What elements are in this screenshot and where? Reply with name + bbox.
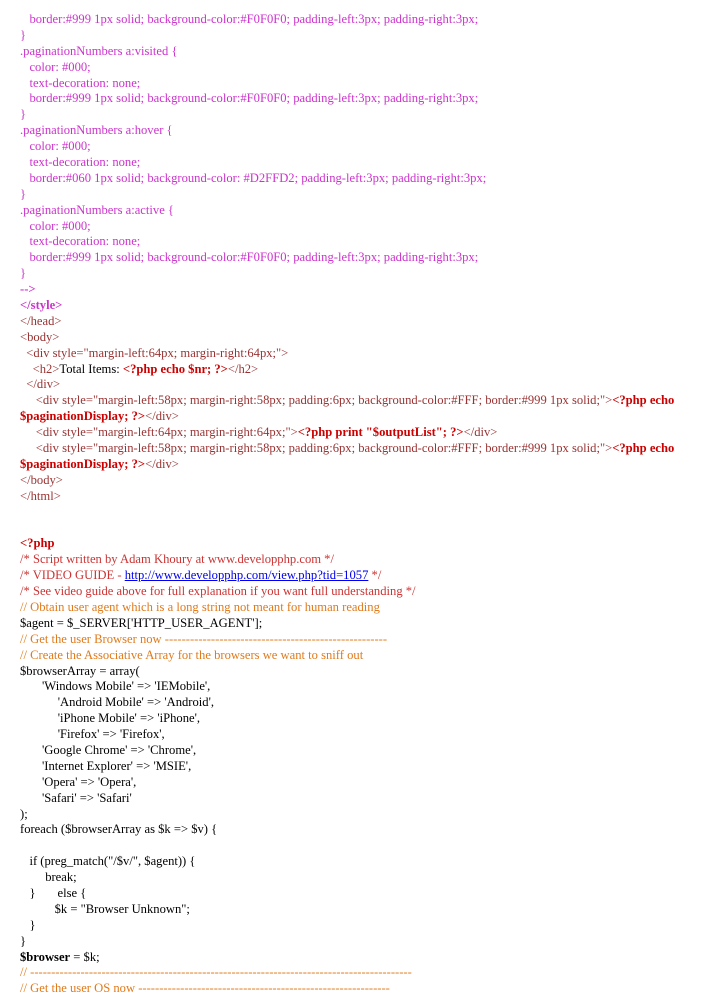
code-line xyxy=(20,505,720,521)
code-segment: /* See video guide above for full explanation if you want full understanding */ xyxy=(20,584,416,599)
code-line xyxy=(20,219,720,235)
code-line xyxy=(20,266,720,282)
code-segment: 'Android Mobile' => 'Android', xyxy=(20,695,214,710)
code-segment: 'Internet Explorer' => 'MSIE', xyxy=(20,758,192,773)
code-line xyxy=(20,981,720,997)
code-line xyxy=(20,12,720,28)
code-segment: } else { xyxy=(20,885,87,900)
code-segment: <div style="margin-left:64px; margin-right:64px;"> xyxy=(20,425,298,440)
code-segment: $k = "Browser Unknown"; xyxy=(20,901,190,916)
code-segment: <?php echo xyxy=(612,441,675,456)
code-line xyxy=(20,664,720,680)
code-line xyxy=(20,123,720,139)
code-line xyxy=(20,91,720,107)
code-segment: --> xyxy=(20,282,36,297)
video-guide-link[interactable]: http://www.developphp.com/view.php?tid=1057 xyxy=(124,568,369,583)
code-segment: </head> xyxy=(20,313,62,328)
code-line xyxy=(20,425,720,441)
code-line xyxy=(20,568,720,584)
code-segment: $paginationDisplay; ?> xyxy=(20,456,146,471)
code-segment: color: #000; xyxy=(20,218,91,233)
code-segment: } xyxy=(20,933,27,948)
code-segment: */ xyxy=(368,568,382,583)
code-segment: Total Items: xyxy=(59,361,123,376)
code-segment: // ------------------------------------------------------------------------------------------- xyxy=(20,965,412,980)
code-line xyxy=(20,107,720,123)
code-segment: } xyxy=(20,917,36,932)
code-line xyxy=(20,711,720,727)
code-line xyxy=(20,203,720,219)
code-segment: } xyxy=(20,27,27,42)
code-line xyxy=(20,950,720,966)
code-line xyxy=(20,60,720,76)
code-segment: </div> xyxy=(20,377,61,392)
code-line xyxy=(20,743,720,759)
code-line xyxy=(20,775,720,791)
code-segment: // Obtain user agent which is a long string not meant for human reading xyxy=(20,599,380,614)
code-segment: text-decoration: none; xyxy=(20,155,141,170)
code-segment: 'Google Chrome' => 'Chrome', xyxy=(20,742,197,757)
code-segment: .paginationNumbers a:active { xyxy=(20,202,174,217)
code-line xyxy=(20,489,720,505)
code-segment: 'Firefox' => 'Firefox', xyxy=(20,727,165,742)
code-line xyxy=(20,536,720,552)
code-segment: </h2> xyxy=(227,361,259,376)
code-line xyxy=(20,918,720,934)
code-line xyxy=(20,965,720,981)
code-segment: $paginationDisplay; ?> xyxy=(20,409,146,424)
code-segment: </div> xyxy=(463,425,498,440)
code-line xyxy=(20,441,720,457)
code-segment: foreach ($browserArray as $k => $v) { xyxy=(20,822,218,837)
code-line xyxy=(20,886,720,902)
code-segment: // Create the Associative Array for the browsers we want to sniff out xyxy=(20,647,364,662)
code-line xyxy=(20,870,720,886)
code-segment: ); xyxy=(20,806,28,821)
code-line xyxy=(20,346,720,362)
code-line xyxy=(20,155,720,171)
code-segment: <h2> xyxy=(20,361,60,376)
code-segment: 'Windows Mobile' => 'IEMobile', xyxy=(20,679,211,694)
code-segment: = $k; xyxy=(70,949,100,964)
code-segment: text-decoration: none; xyxy=(20,234,141,249)
code-segment: color: #000; xyxy=(20,139,91,154)
code-line xyxy=(20,393,720,409)
code-line xyxy=(20,28,720,44)
code-segment: </div> xyxy=(145,409,179,424)
code-line xyxy=(20,409,720,425)
code-segment: <body> xyxy=(20,329,60,344)
code-segment: <?php echo $nr; ?> xyxy=(122,361,228,376)
code-line xyxy=(20,838,720,854)
code-segment: border:#999 1px solid; background-color:#F0F0F0; padding-left:3px; padding-right:3px; xyxy=(20,12,479,26)
code-line xyxy=(20,457,720,473)
code-segment: <?php xyxy=(20,536,55,551)
code-segment: <div style="margin-left:58px; margin-right:58px; padding:6px; background-color:#FFF; border:#999 1px solid;"> xyxy=(20,393,613,408)
code-line xyxy=(20,759,720,775)
code-segment: <div style="margin-left:58px; margin-right:58px; padding:6px; background-color:#FFF; border:#999 1px solid;"> xyxy=(20,441,613,456)
code-line xyxy=(20,727,720,743)
code-segment: /* VIDEO GUIDE - xyxy=(20,568,125,583)
code-segment: color: #000; xyxy=(20,59,91,74)
code-line xyxy=(20,171,720,187)
code-segment: } xyxy=(20,186,27,201)
code-line xyxy=(20,187,720,203)
code-line xyxy=(20,679,720,695)
code-segment: border:#999 1px solid; background-color:#F0F0F0; padding-left:3px; padding-right:3px; xyxy=(20,250,479,265)
code-segment: <?php echo xyxy=(612,393,675,408)
code-segment: text-decoration: none; xyxy=(20,75,141,90)
code-segment: /* Script written by Adam Khoury at www.developphp.com */ xyxy=(20,552,334,567)
code-line xyxy=(20,695,720,711)
code-segment: <div style="margin-left:64px; margin-right:64px;"> xyxy=(20,345,289,360)
code-segment: border:#060 1px solid; background-color: #D2FFD2; padding-left:3px; padding-right:3px; xyxy=(20,170,487,185)
code-segment: } xyxy=(20,107,27,122)
code-line xyxy=(20,139,720,155)
code-document xyxy=(20,12,720,997)
code-line xyxy=(20,282,720,298)
code-segment: </html> xyxy=(20,488,61,503)
code-line xyxy=(20,648,720,664)
code-line xyxy=(20,234,720,250)
code-segment: <?php print "$outputList"; ?> xyxy=(297,425,464,440)
code-line xyxy=(20,377,720,393)
code-segment: // Get the user OS now ------------------------------------------------------------ xyxy=(20,981,390,996)
code-line xyxy=(20,250,720,266)
code-line xyxy=(20,362,720,378)
code-line xyxy=(20,822,720,838)
code-line xyxy=(20,473,720,489)
code-line xyxy=(20,902,720,918)
code-line xyxy=(20,854,720,870)
code-line xyxy=(20,807,720,823)
code-line xyxy=(20,314,720,330)
code-segment: </body> xyxy=(20,472,63,487)
code-segment: // Get the user Browser now ----------------------------------------------------- xyxy=(20,631,388,646)
code-line xyxy=(20,600,720,616)
code-segment: .paginationNumbers a:visited { xyxy=(20,43,178,58)
code-segment: $browserArray = array( xyxy=(20,663,140,678)
code-line xyxy=(20,521,720,537)
code-line xyxy=(20,616,720,632)
code-line xyxy=(20,44,720,60)
code-segment: 'iPhone Mobile' => 'iPhone', xyxy=(20,711,201,726)
code-line xyxy=(20,632,720,648)
code-segment: </style> xyxy=(20,298,63,313)
code-segment: $agent = $_SERVER['HTTP_USER_AGENT']; xyxy=(20,615,263,630)
code-segment: border:#999 1px solid; background-color:#F0F0F0; padding-left:3px; padding-right:3px; xyxy=(20,91,479,106)
code-segment: break; xyxy=(20,870,77,885)
code-line xyxy=(20,330,720,346)
code-segment: </div> xyxy=(145,456,179,471)
code-line xyxy=(20,584,720,600)
code-segment: .paginationNumbers a:hover { xyxy=(20,123,173,138)
code-line xyxy=(20,552,720,568)
code-segment: if (preg_match("/$v/", $agent)) { xyxy=(20,854,196,869)
code-segment: 'Safari' => 'Safari' xyxy=(20,790,132,805)
code-segment: } xyxy=(20,266,27,281)
code-segment: $browser xyxy=(20,949,71,964)
code-line xyxy=(20,298,720,314)
code-line xyxy=(20,76,720,92)
code-line xyxy=(20,791,720,807)
code-segment: 'Opera' => 'Opera', xyxy=(20,774,137,789)
